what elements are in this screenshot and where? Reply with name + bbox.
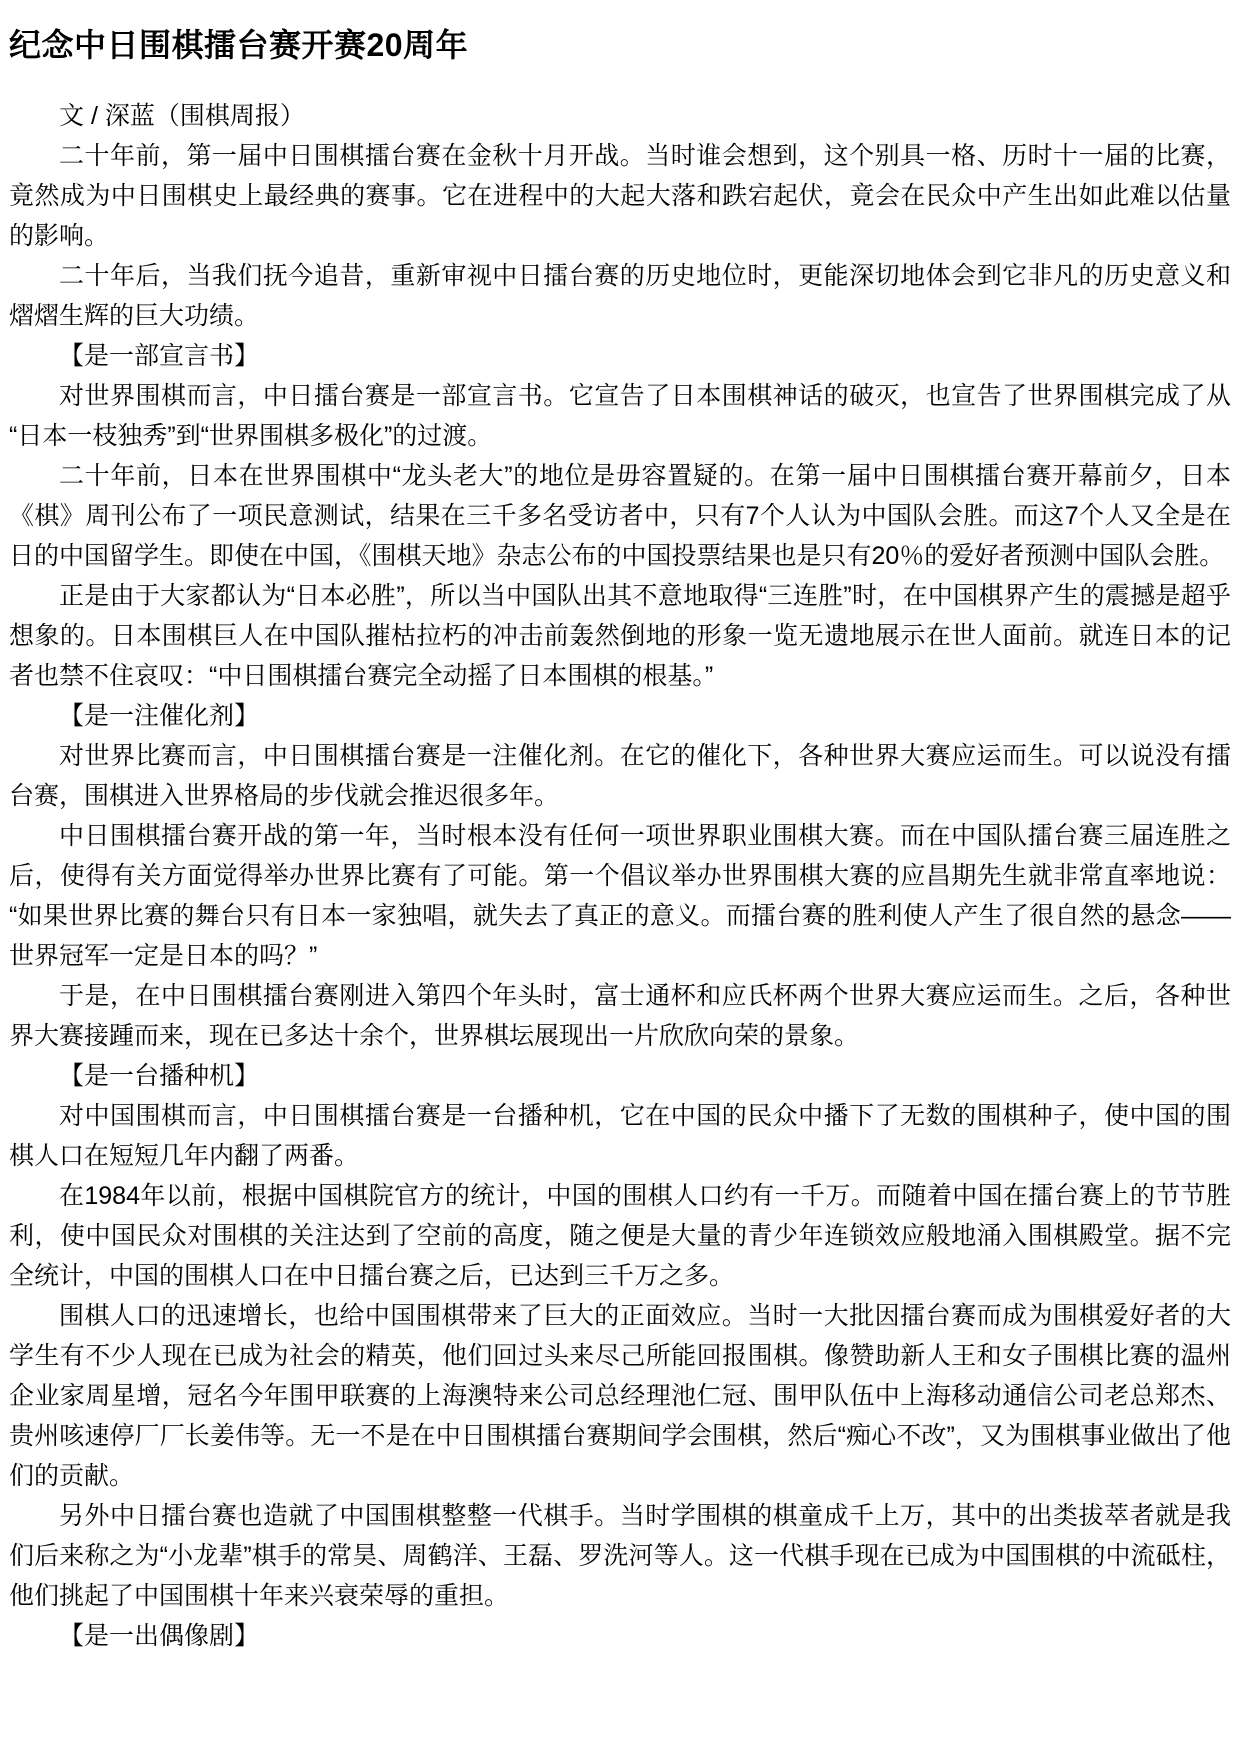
paragraph: 对世界比赛而言，中日围棋擂台赛是一注催化剂。在它的催化下，各种世界大赛应运而生。可以说没有擂台赛，围棋进入世界格局的步伐就会推迟很多年。: [9, 742, 1231, 810]
article-body: [9, 96, 1231, 1656]
paragraph: 在1984年以前，根据中国棋院官方的统计，中国的围棋人口约有一千万。而随着中国在擂台赛上的节节胜利，使中国民众对围棋的关注达到了空前的高度，随之便是大量的青少年连锁效应般地涌入围棋殿堂。据不完全统计，中国的围棋人口在中日擂台赛之后，已达到三千万之多。: [9, 1182, 1231, 1290]
paragraph: 二十年前，第一届中日围棋擂台赛在金秋十月开战。当时谁会想到，这个别具一格、历时十一届的比赛，竟然成为中日围棋史上最经典的赛事。它在进程中的大起大落和跌宕起伏，竟会在民众中产生出如此难以估量的影响。: [9, 142, 1231, 250]
paragraph: 对中国围棋而言，中日围棋擂台赛是一台播种机，它在中国的民众中播下了无数的围棋种子，使中国的围棋人口在短短几年内翻了两番。: [9, 1102, 1231, 1170]
paragraph: 于是，在中日围棋擂台赛刚进入第四个年头时，富士通杯和应氏杯两个世界大赛应运而生。之后，各种世界大赛接踵而来，现在已多达十余个，世界棋坛展现出一片欣欣向荣的景象。: [9, 982, 1231, 1050]
section-heading: 【是一部宣言书】: [59, 342, 260, 370]
article-title: 纪念中日围棋擂台赛开赛20周年: [9, 27, 469, 63]
paragraph: 另外中日擂台赛也造就了中国围棋整整一代棋手。当时学围棋的棋童成千上万，其中的出类拔萃者就是我们后来称之为“小龙辈”棋手的常昊、周鹤洋、王磊、罗洗河等人。这一代棋手现在已成为中国围棋的中流砥柱，他们挑起了中国围棋十年来兴衰荣辱的重担。: [9, 1502, 1231, 1610]
article-byline: 文 / 深蓝（围棋周报）: [59, 102, 305, 130]
section-heading: 【是一出偶像剧】: [59, 1622, 260, 1650]
paragraph: 二十年前，日本在世界围棋中“龙头老大”的地位是毋容置疑的。在第一届中日围棋擂台赛开幕前夕，日本《棋》周刊公布了一项民意测试，结果在三千多名受访者中，只有7个人认为中国队会胜。而这7个人又全是在日的中国留学生。即使在中国，《围棋天地》杂志公布的中国投票结果也是只有20％的爱好者预测中国队会胜。: [9, 462, 1231, 570]
paragraph: 二十年后，当我们抚今追昔，重新审视中日擂台赛的历史地位时，更能深切地体会到它非凡的历史意义和熠熠生辉的巨大功绩。: [9, 262, 1231, 330]
section-heading: 【是一台播种机】: [59, 1062, 260, 1090]
paragraph: 围棋人口的迅速增长，也给中国围棋带来了巨大的正面效应。当时一大批因擂台赛而成为围棋爱好者的大学生有不少人现在已成为社会的精英，他们回过头来尽己所能回报围棋。像赞助新人王和女子围棋比赛的温州企业家周星增，冠名今年围甲联赛的上海澳特来公司总经理池仁冠、围甲队伍中上海移动通信公司老总郑杰、贵州咳速停厂厂长姜伟等。无一不是在中日围棋擂台赛期间学会围棋，然后“痴心不改”，又为围棋事业做出了他们的贡献。: [9, 1302, 1231, 1490]
paragraph: 正是由于大家都认为“日本必胜”，所以当中国队出其不意地取得“三连胜”时，在中国棋界产生的震撼是超乎想象的。日本围棋巨人在中国队摧枯拉朽的冲击前轰然倒地的形象一览无遗地展示在世人面前。就连日本的记者也禁不住哀叹：“中日围棋擂台赛完全动摇了日本围棋的根基。”: [9, 582, 1231, 690]
section-heading: 【是一注催化剂】: [59, 702, 260, 730]
paragraph: 对世界围棋而言，中日擂台赛是一部宣言书。它宣告了日本围棋神话的破灭，也宣告了世界围棋完成了从“日本一枝独秀”到“世界围棋多极化”的过渡。: [9, 382, 1231, 450]
paragraph: 中日围棋擂台赛开战的第一年，当时根本没有任何一项世界职业围棋大赛。而在中国队擂台赛三届连胜之后，使得有关方面觉得举办世界比赛有了可能。第一个倡议举办世界围棋大赛的应昌期先生就非常直率地说：“如果世界比赛的舞台只有日本一家独唱，就失去了真正的意义。而擂台赛的胜利使人产生了很自然的悬念——世界冠军一定是日本的吗？”: [9, 822, 1231, 970]
